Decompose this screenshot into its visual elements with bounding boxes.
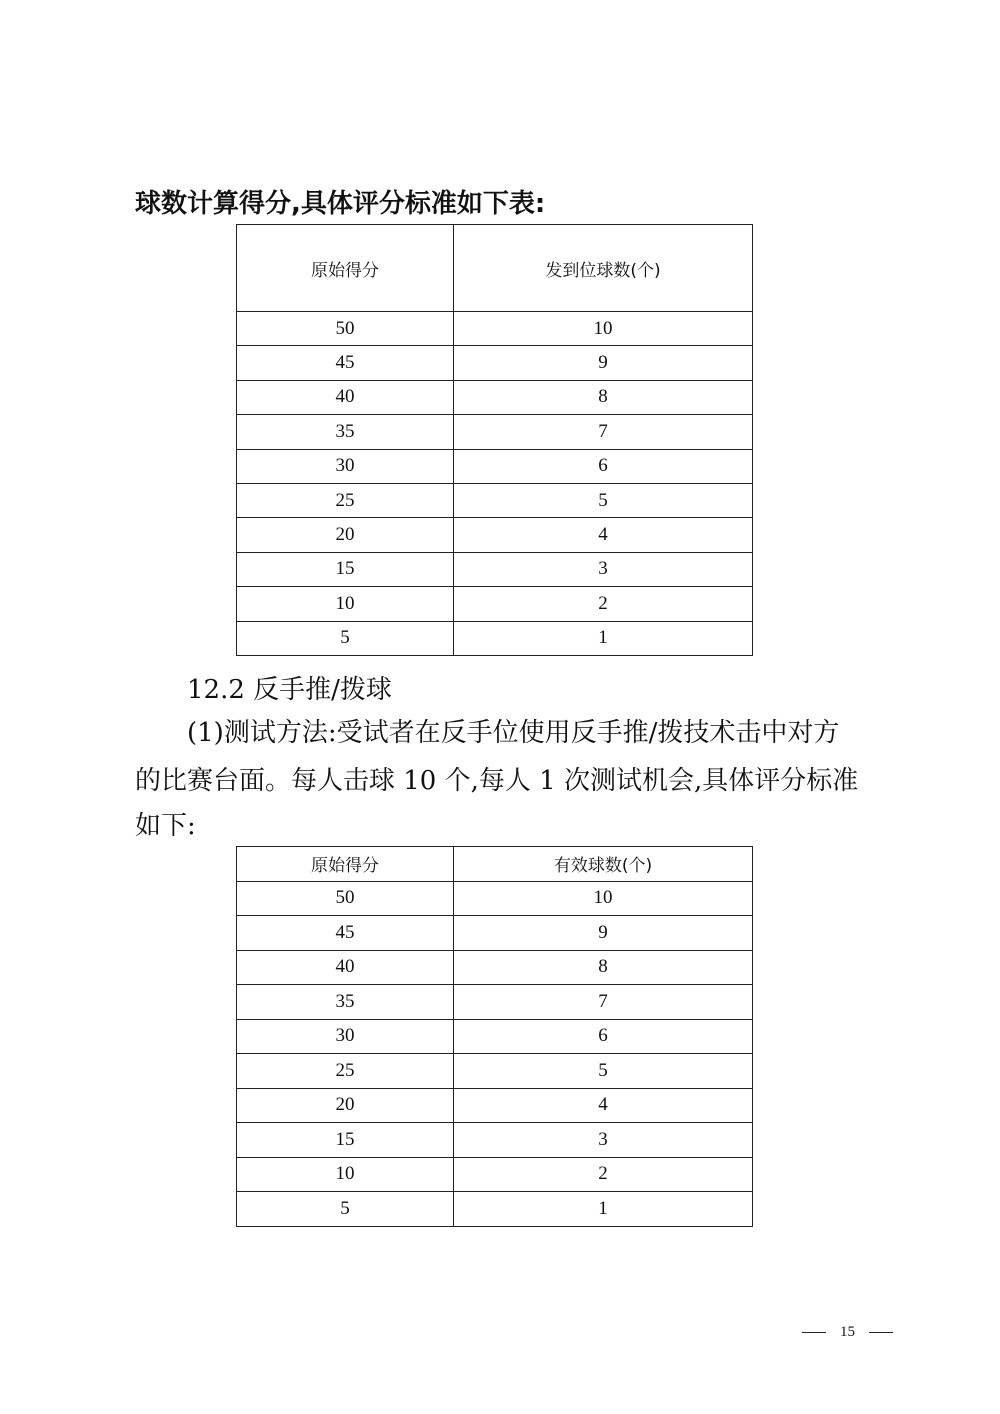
table-header-row xyxy=(237,225,753,312)
table-row xyxy=(237,518,753,552)
raw-score-cell: 5 xyxy=(237,621,454,655)
paragraph-line-1: (1)测试方法:受试者在反手位使用反手推/拨技术击中对方 xyxy=(187,718,840,748)
count-cell: 2 xyxy=(454,1157,753,1192)
column-header-raw-score: 原始得分 xyxy=(237,225,454,312)
column-header-raw-score: 原始得分 xyxy=(237,847,454,882)
raw-score-cell: 30 xyxy=(237,449,454,483)
raw-score-cell: 35 xyxy=(237,415,454,449)
table-row xyxy=(237,346,753,380)
raw-score-cell: 25 xyxy=(237,483,454,517)
table-row xyxy=(237,380,753,414)
column-header-count: 发到位球数(个) xyxy=(454,225,753,312)
raw-score-cell: 20 xyxy=(237,1088,454,1123)
table-row xyxy=(237,1123,753,1158)
raw-score-cell: 45 xyxy=(237,346,454,380)
table-body xyxy=(237,881,753,1226)
raw-score-cell: 50 xyxy=(237,312,454,346)
count-cell: 10 xyxy=(454,312,753,346)
raw-score-cell: 15 xyxy=(237,1123,454,1158)
table-row xyxy=(237,1192,753,1227)
count-cell: 4 xyxy=(454,1088,753,1123)
count-cell: 1 xyxy=(454,621,753,655)
table-row xyxy=(237,621,753,655)
table-row xyxy=(237,483,753,517)
raw-score-cell: 10 xyxy=(237,1157,454,1192)
table-row xyxy=(237,587,753,621)
count-cell: 7 xyxy=(454,415,753,449)
table-row xyxy=(237,415,753,449)
table-row xyxy=(237,916,753,951)
count-cell: 2 xyxy=(454,587,753,621)
paragraph-line-3: 如下: xyxy=(135,811,196,841)
page-number: 15 xyxy=(840,1324,855,1340)
count-cell: 5 xyxy=(454,483,753,517)
score-table-2 xyxy=(236,846,753,1227)
table-row xyxy=(237,881,753,916)
footer-dash-left xyxy=(802,1332,826,1333)
footer-dash-right xyxy=(869,1332,893,1333)
raw-score-cell: 20 xyxy=(237,518,454,552)
table-header-row xyxy=(237,847,753,882)
count-cell: 9 xyxy=(454,346,753,380)
table-row xyxy=(237,552,753,586)
count-cell: 1 xyxy=(454,1192,753,1227)
table-row xyxy=(237,449,753,483)
raw-score-cell: 10 xyxy=(237,587,454,621)
table-row xyxy=(237,1088,753,1123)
raw-score-cell: 5 xyxy=(237,1192,454,1227)
table-row xyxy=(237,1054,753,1089)
count-cell: 8 xyxy=(454,950,753,985)
raw-score-cell: 25 xyxy=(237,1054,454,1089)
table-row xyxy=(237,312,753,346)
table-row xyxy=(237,950,753,985)
raw-score-cell: 35 xyxy=(237,985,454,1020)
count-cell: 10 xyxy=(454,881,753,916)
table-row xyxy=(237,985,753,1020)
raw-score-cell: 40 xyxy=(237,380,454,414)
count-cell: 8 xyxy=(454,380,753,414)
count-cell: 9 xyxy=(454,916,753,951)
section-heading: 12.2 反手推/拨球 xyxy=(187,675,392,705)
raw-score-cell: 50 xyxy=(237,881,454,916)
raw-score-cell: 15 xyxy=(237,552,454,586)
count-cell: 3 xyxy=(454,552,753,586)
table-row xyxy=(237,1157,753,1192)
intro-line: 球数计算得分,具体评分标准如下表: xyxy=(135,189,546,219)
count-cell: 4 xyxy=(454,518,753,552)
raw-score-cell: 45 xyxy=(237,916,454,951)
page-footer xyxy=(788,1324,907,1341)
count-cell: 6 xyxy=(454,449,753,483)
table-row xyxy=(237,1019,753,1054)
score-table-1 xyxy=(236,224,753,656)
count-cell: 7 xyxy=(454,985,753,1020)
column-header-count: 有效球数(个) xyxy=(454,847,753,882)
count-cell: 3 xyxy=(454,1123,753,1158)
count-cell: 5 xyxy=(454,1054,753,1089)
raw-score-cell: 40 xyxy=(237,950,454,985)
table-body xyxy=(237,312,753,656)
paragraph-line-2: 的比赛台面。每人击球 10 个,每人 1 次测试机会,具体评分标准 xyxy=(135,766,859,796)
raw-score-cell: 30 xyxy=(237,1019,454,1054)
count-cell: 6 xyxy=(454,1019,753,1054)
